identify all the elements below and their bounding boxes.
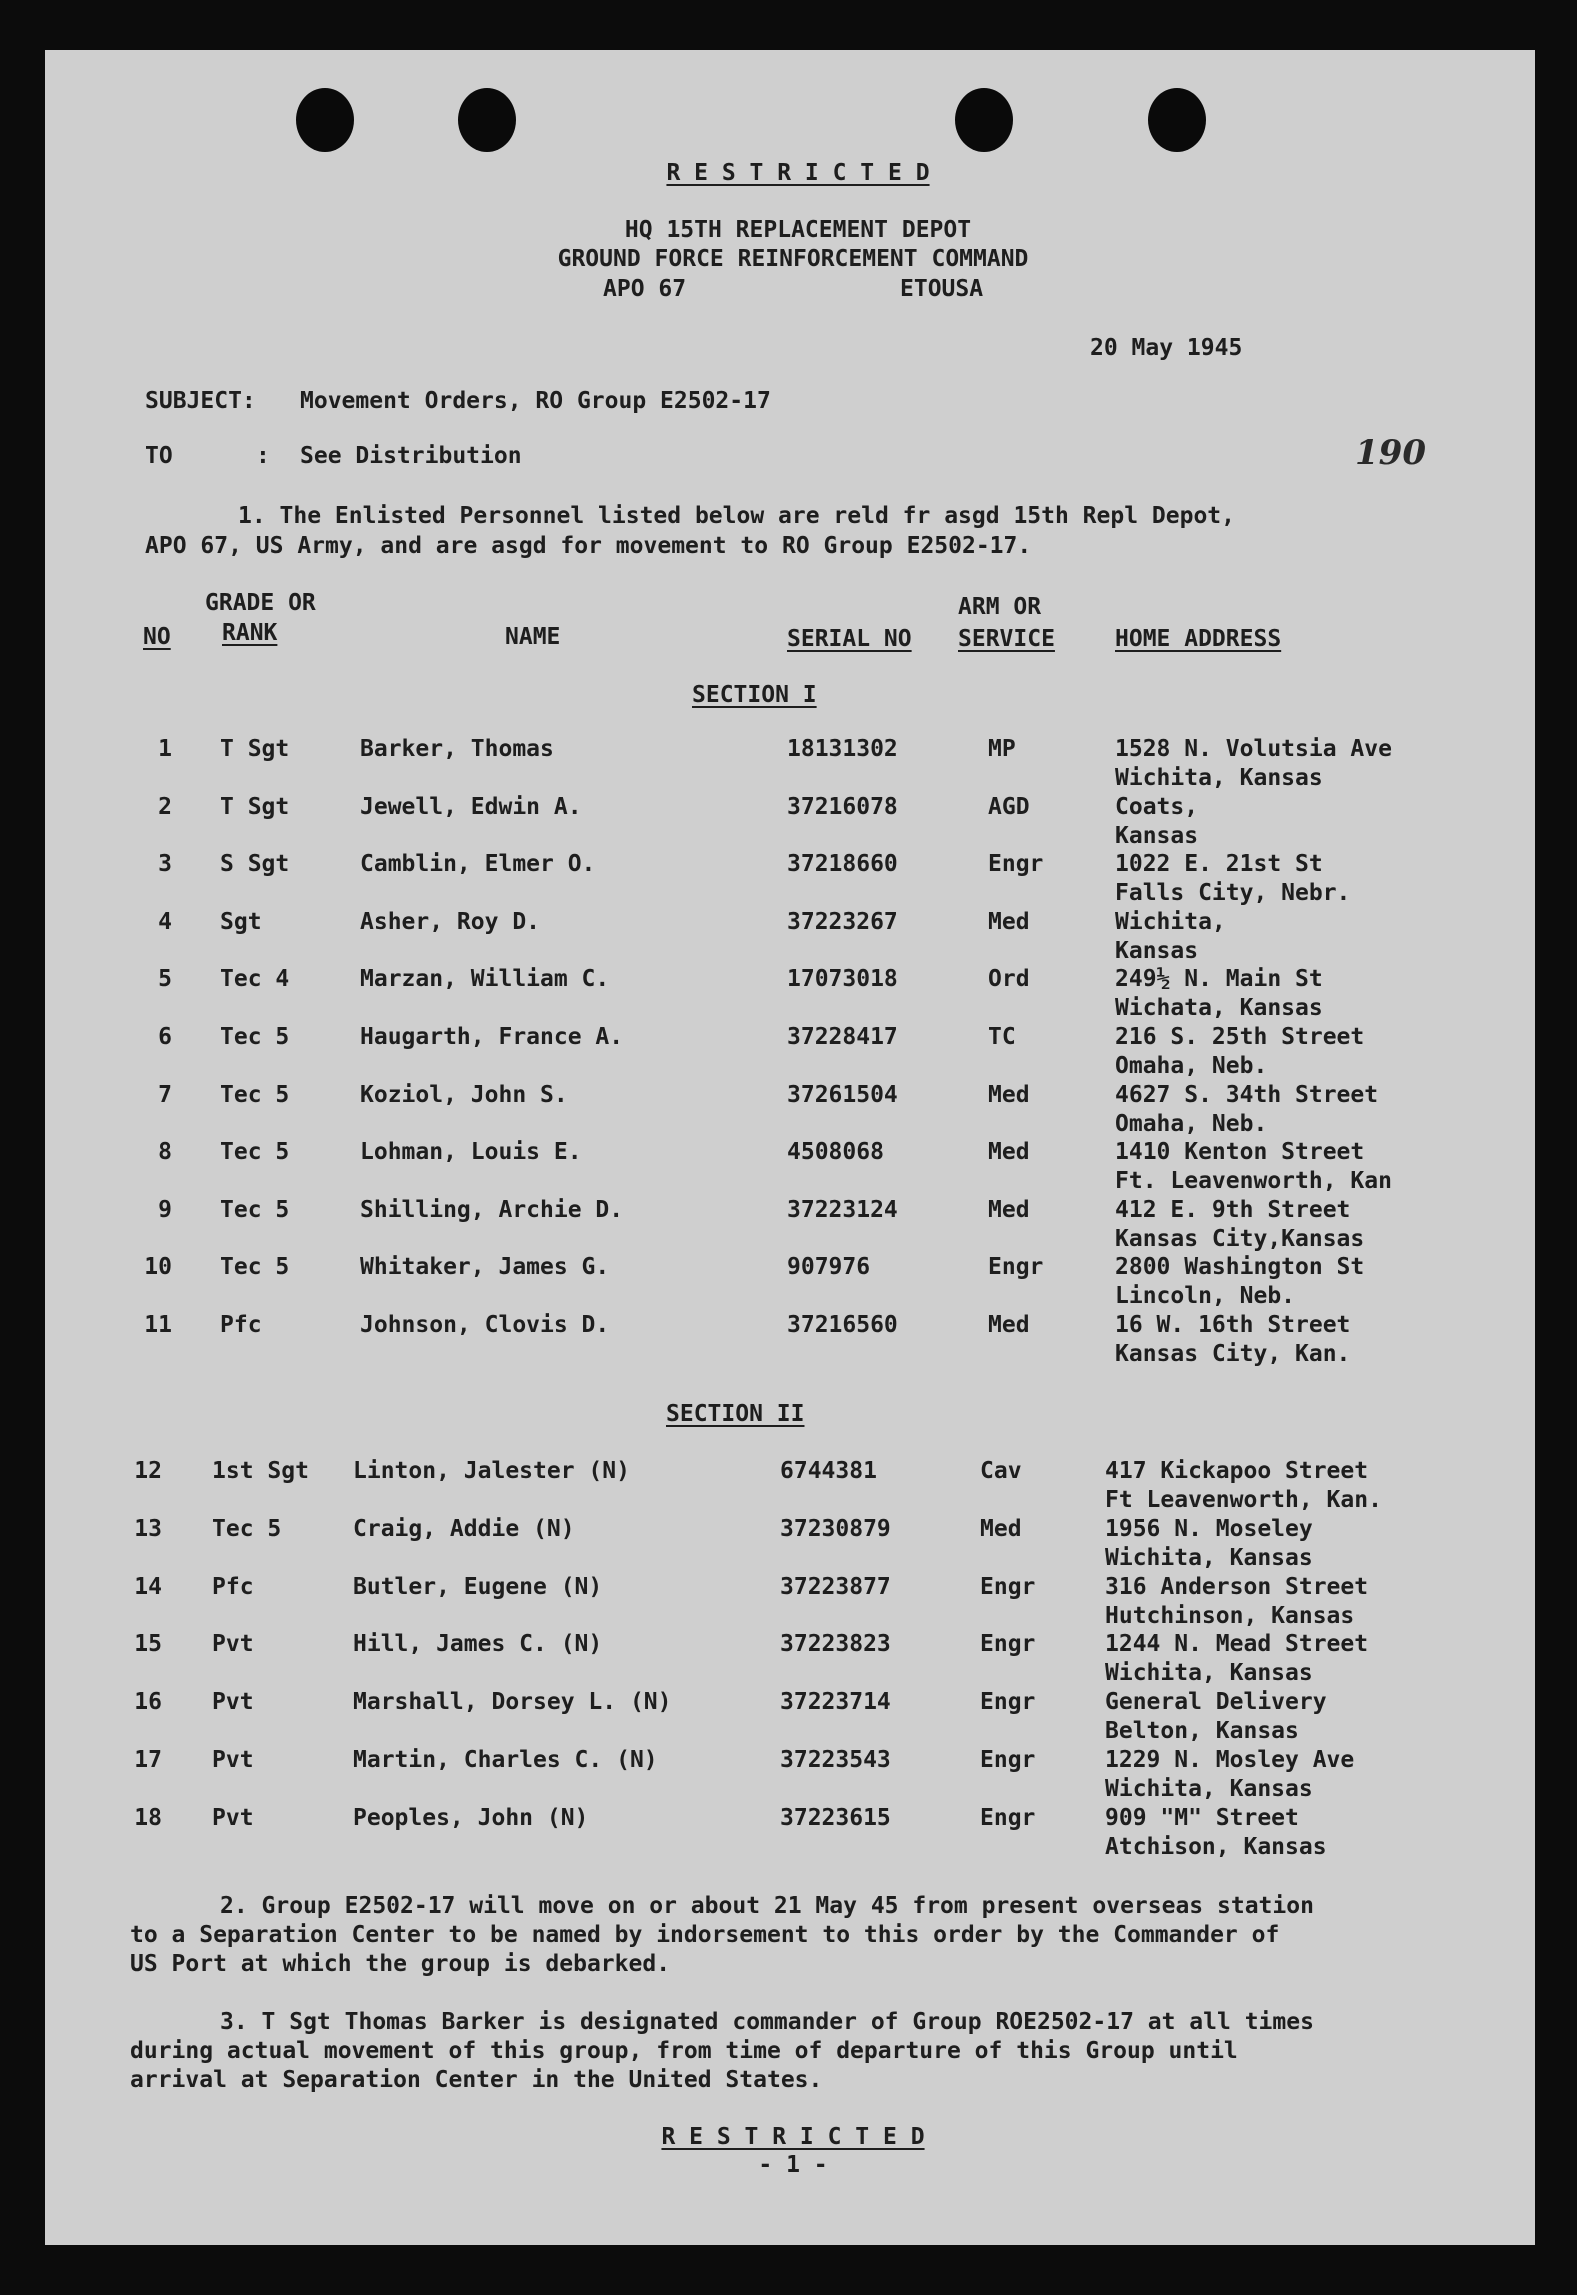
row-no: 14 [134,1573,162,1600]
row-serial: 37223714 [780,1689,891,1716]
para3-line2: during actual movement of this group, from time of departure of this Group until [130,2038,1238,2064]
row-grade: Tec 5 [220,1139,290,1166]
row-address-line2: Ft Leavenworth, Kan. [1105,1487,1382,1513]
row-address-line1: 1229 N. Mosley Ave [1105,1747,1355,1773]
row-name: Asher, Roy D. [360,908,541,935]
punch-hole-2 [458,88,516,152]
col-grade-top: GRADE OR [205,590,316,616]
punch-hole-3 [955,88,1013,152]
row-address-line1: Wichita, [1115,908,1226,935]
row-serial: 37223124 [787,1196,898,1223]
row-no: 8 [158,1139,172,1166]
row-address-line2: Omaha, Neb. [1115,1053,1268,1079]
classification-header: R E S T R I C T E D [666,160,930,186]
row-address-line1: 316 Anderson Street [1105,1573,1369,1600]
row-name: Shilling, Archie D. [360,1196,624,1223]
row-name: Hill, James C. (N) [353,1631,603,1658]
row-name: Marshall, Dorsey L. (N) [353,1689,672,1716]
para3-line3: arrival at Separation Center in the United States. [130,2067,823,2093]
row-address-line1: 417 Kickapoo Street [1105,1458,1369,1484]
header-line1: HQ 15TH REPLACEMENT DEPOT [624,217,972,243]
row-no: 7 [158,1081,172,1108]
row-grade: 1st Sgt [212,1458,309,1484]
row-arm: Med [988,1139,1030,1166]
row-serial: 4508068 [787,1139,884,1166]
row-name: Butler, Eugene (N) [353,1573,603,1600]
row-grade: Tec 5 [212,1515,282,1542]
row-arm: Cav [980,1458,1022,1484]
row-address-line2: Belton, Kansas [1105,1718,1299,1745]
row-name: Marzan, William C. [360,966,610,993]
row-no: 16 [134,1689,162,1716]
row-arm: Engr [980,1573,1036,1600]
row-address-line2: Wichita, Kansas [1105,1660,1313,1687]
row-arm: Engr [980,1631,1036,1658]
row-grade: Pvt [212,1631,254,1658]
row-serial: 37223615 [780,1804,891,1831]
row-arm: Med [988,908,1030,935]
row-grade: Pvt [212,1689,254,1716]
row-no: 10 [144,1254,172,1281]
row-grade: Pvt [212,1804,254,1831]
row-address-line2: Wichata, Kansas [1115,995,1323,1022]
to-text: See Distribution [300,443,522,469]
row-name: Whitaker, James G. [360,1254,610,1281]
row-serial: 37223823 [780,1631,891,1658]
row-no: 1 [158,736,172,762]
row-arm: Med [988,1312,1030,1338]
row-arm: Engr [980,1804,1036,1831]
row-grade: T Sgt [220,736,290,762]
header-apo: APO 67 [603,276,687,302]
para2-line2: to a Separation Center to be named by indorsement to this order by the Commander of [130,1922,1280,1948]
section1-title: SECTION I [692,682,817,708]
row-address-line1: 216 S. 25th Street [1115,1024,1365,1050]
row-no: 13 [134,1515,162,1542]
row-no: 6 [158,1024,172,1050]
col-grade-bottom: RANK [222,620,278,646]
date: 20 May 1945 [1090,335,1243,361]
punch-hole-4 [1148,88,1206,152]
row-address-line1: 1528 N. Volutsia Ave [1115,736,1392,762]
col-serial: SERIAL NO [787,626,912,652]
classification-footer: R E S T R I C T E D [661,2124,925,2150]
row-no: 18 [134,1804,162,1831]
para3-line1: 3. T Sgt Thomas Barker is designated commander of Group ROE2502-17 at all times [220,2009,1314,2035]
row-address-line1: Coats, [1115,793,1199,820]
row-name: Jewell, Edwin A. [360,793,582,820]
row-address-line2: Lincoln, Neb. [1115,1283,1296,1310]
row-name: Johnson, Clovis D. [360,1312,610,1338]
row-grade: Tec 5 [220,1024,290,1050]
row-address-line2: Ft. Leavenworth, Kan [1115,1168,1392,1195]
row-address-line1: 1956 N. Moseley [1105,1515,1313,1542]
row-address-line2: Kansas City, Kan. [1115,1341,1351,1367]
row-no: 17 [134,1747,162,1773]
row-grade: Pfc [212,1573,254,1600]
row-no: 15 [134,1631,162,1658]
page-stamp: 190 [1355,433,1426,473]
row-serial: 37216560 [787,1312,898,1338]
col-address: HOME ADDRESS [1115,626,1282,652]
row-address-line2: Omaha, Neb. [1115,1110,1268,1137]
row-no: 5 [158,966,172,993]
row-name: Koziol, John S. [360,1081,568,1108]
row-serial: 37216078 [787,793,898,820]
to-label: TO [145,443,173,469]
row-address-line1: 16 W. 16th Street [1115,1312,1351,1338]
row-serial: 37223877 [780,1573,891,1600]
row-no: 4 [158,908,172,935]
row-address-line2: Atchison, Kansas [1105,1833,1327,1860]
row-grade: Pfc [220,1312,262,1338]
row-name: Peoples, John (N) [353,1804,589,1831]
row-serial: 6744381 [780,1458,877,1484]
header-theater: ETOUSA [900,276,984,302]
row-address-line1: 4627 S. 34th Street [1115,1081,1379,1108]
row-name: Barker, Thomas [360,736,554,762]
row-name: Haugarth, France A. [360,1024,624,1050]
row-arm: Med [988,1196,1030,1223]
row-address-line1: 2800 Washington St [1115,1254,1365,1281]
row-arm: TC [988,1024,1016,1050]
col-arm-bottom: SERVICE [958,626,1055,652]
row-address-line1: 1244 N. Mead Street [1105,1631,1369,1658]
para1-line2: APO 67, US Army, and are asgd for movement to RO Group E2502-17. [145,533,1032,559]
row-arm: Engr [980,1747,1036,1773]
row-address-line2: Wichita, Kansas [1105,1544,1313,1571]
row-grade: Tec 5 [220,1196,290,1223]
row-grade: S Sgt [220,851,290,878]
page-number: - 1 - [758,2152,828,2178]
subject-text: Movement Orders, RO Group E2502-17 [300,388,771,414]
row-arm: AGD [988,793,1030,820]
punch-hole-1 [296,88,354,152]
row-name: Linton, Jalester (N) [353,1458,630,1484]
row-name: Craig, Addie (N) [353,1515,575,1542]
row-arm: Med [980,1515,1022,1542]
row-address-line2: Kansas City,Kansas [1115,1225,1365,1252]
col-no: NO [143,624,171,650]
row-address-line2: Wichita, Kansas [1115,765,1323,791]
row-grade: Tec 5 [220,1254,290,1281]
row-address-line2: Hutchinson, Kansas [1105,1602,1355,1629]
row-address-line1: 909 "M" Street [1105,1804,1299,1831]
row-grade: T Sgt [220,793,290,820]
row-arm: Ord [988,966,1030,993]
row-grade: Tec 4 [220,966,290,993]
row-arm: Med [988,1081,1030,1108]
para1-line1: 1. The Enlisted Personnel listed below are reld fr asgd 15th Repl Depot, [238,503,1235,529]
row-address-line2: Falls City, Nebr. [1115,880,1351,907]
row-no: 11 [144,1312,172,1338]
row-serial: 37218660 [787,851,898,878]
row-serial: 18131302 [787,736,898,762]
row-address-line2: Kansas [1115,822,1199,849]
subject-label: SUBJECT: [145,388,256,414]
header-line2: GROUND FORCE REINFORCEMENT COMMAND [557,246,1029,272]
row-address-line1: 1022 E. 21st St [1115,851,1323,878]
row-address-line2: Kansas [1115,937,1199,964]
row-arm: Engr [988,851,1044,878]
row-name: Lohman, Louis E. [360,1139,582,1166]
row-serial: 37228417 [787,1024,898,1050]
row-no: 9 [158,1196,172,1223]
row-serial: 37261504 [787,1081,898,1108]
row-address-line1: 412 E. 9th Street [1115,1196,1351,1223]
to-colon: : [256,443,270,469]
row-address-line1: General Delivery [1105,1689,1327,1716]
row-no: 2 [158,793,172,820]
col-name: NAME [505,624,561,650]
row-serial: 37223267 [787,908,898,935]
row-address-line1: 1410 Kenton Street [1115,1139,1365,1166]
row-serial: 37230879 [780,1515,891,1542]
row-name: Martin, Charles C. (N) [353,1747,658,1773]
row-address-line1: 249½ N. Main St [1115,966,1323,993]
row-arm: Engr [980,1689,1036,1716]
row-arm: Engr [988,1254,1044,1281]
row-serial: 37223543 [780,1747,891,1773]
row-serial: 17073018 [787,966,898,993]
row-no: 3 [158,851,172,878]
row-grade: Sgt [220,908,262,935]
row-arm: MP [988,736,1016,762]
para2-line3: US Port at which the group is debarked. [130,1951,671,1977]
col-arm-top: ARM OR [958,594,1042,620]
row-name: Camblin, Elmer O. [360,851,596,878]
section2-title: SECTION II [666,1401,805,1427]
row-serial: 907976 [787,1254,871,1281]
row-grade: Tec 5 [220,1081,290,1108]
row-no: 12 [134,1458,162,1484]
row-address-line2: Wichita, Kansas [1105,1776,1313,1802]
para2-line1: 2. Group E2502-17 will move on or about 21 May 45 from present overseas station [220,1893,1314,1919]
row-grade: Pvt [212,1747,254,1773]
